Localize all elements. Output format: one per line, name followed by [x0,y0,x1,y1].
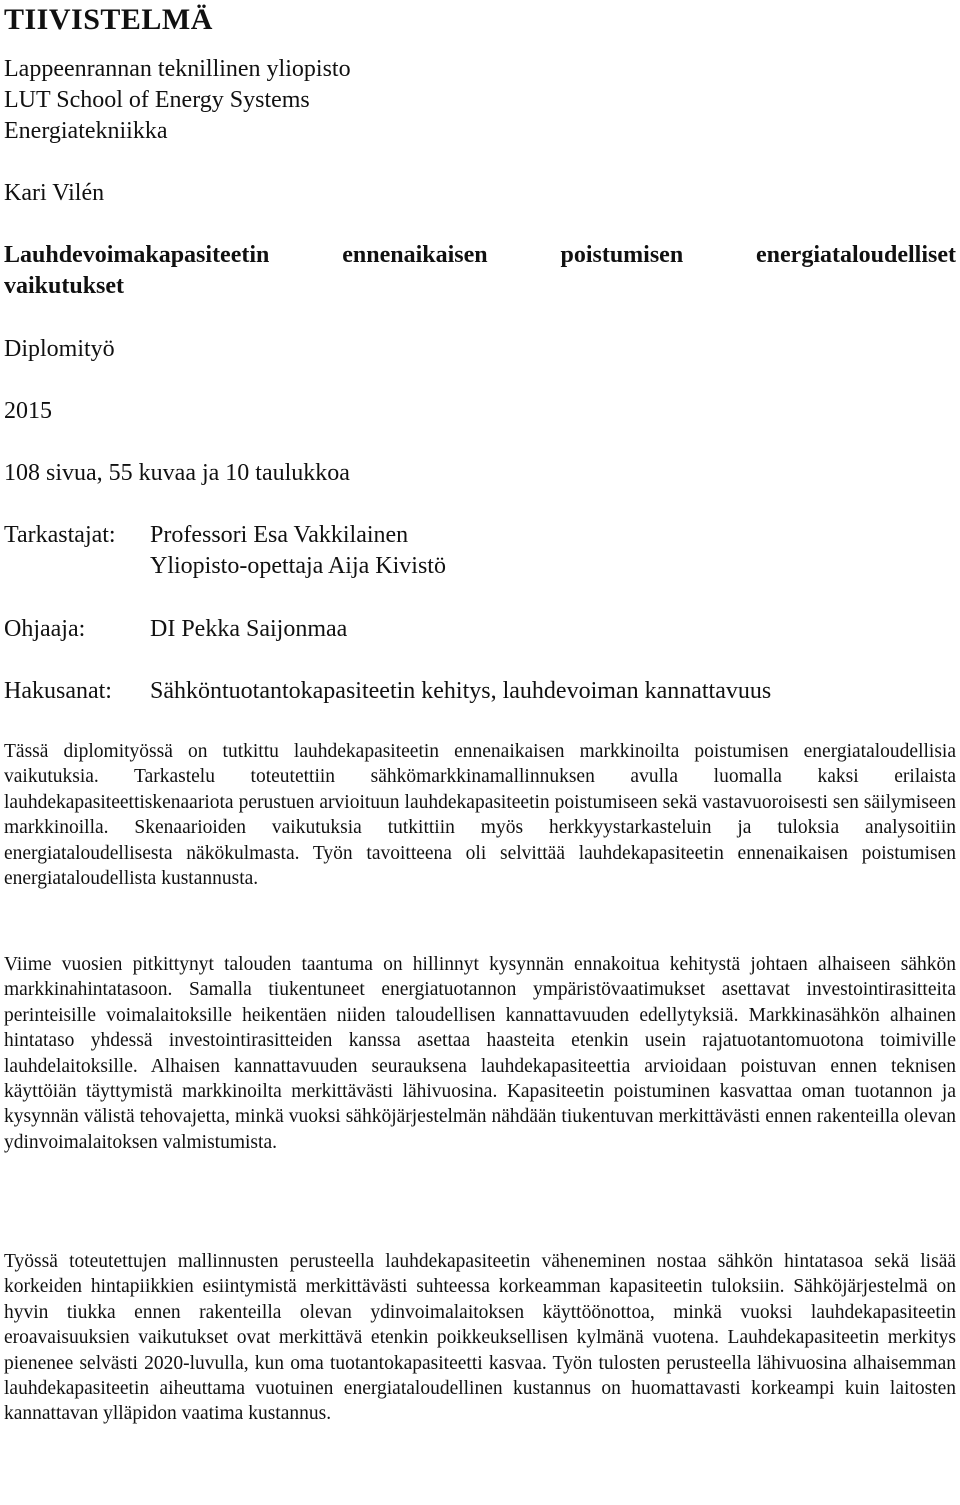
examiner-name: Yliopisto-opettaja Aija Kivistö [150,553,446,579]
thesis-title-line-2: vaikutukset [4,273,125,299]
supervisor-label: Ohjaaja: [4,616,86,642]
keywords-value: Sähköntuotantokapasiteetin kehitys, lauhdevoiman kannattavuus [150,678,772,704]
page-heading: TIIVISTELMÄ [4,3,213,36]
thesis-title-word: Lauhdevoimakapasiteetin [4,242,270,268]
examiners-label: Tarkastajat: [4,522,116,548]
abstract-paragraph: Viime vuosien pitkittynyt talouden taantuma on hillinnyt kysynnän ennakoitua kehitystä johtaen alhaiseen sähkön markkinahintatasoon. Samalla tiukentuneet energiatuotannon ympäristövaatimukset asettavat investointirasitteita perinteisille voimalaitoksille heikentäen niiden taloudellisen kannattavuuden edellytyksiä. Markkinasähkön alhainen hintataso yhdessä investointirasitteiden kanssa asettaa haasteita etenkin usein rajatuotantomuotona toimiville lauhdelaitoksille. Alhaisen kannattavuuden seurauksena lauhdekapasiteettia arvioidaan poistuvan ennen teknisen käyttöiän täyttymistä markkinoilta merkittävästi lähivuosina. Kapasiteetin poistuminen kasvattaa oman tuotannon ja kysynnän välistä tehovajetta, minkä vuoksi sähköjärjestelmän nähdään tiukentuvan merkittävästi ennen rakenteilla olevan ydinvoimalaitoksen valmistumista. [4,954,956,1153]
supervisor-name: DI Pekka Saijonmaa [150,616,348,642]
abstract-paragraph: Työssä toteutettujen mallinnusten perusteella lauhdekapasiteetin väheneminen nostaa sähkön hintatasoa sekä lisää korkeiden hintapiikkien esiintymistä merkittävästi suhteessa korkeamman kapasiteetin tuloksiin. Sähköjärjestelmä on hyvin tiukka ennen rakenteilla olevan ydinvoimalaitoksen käyttöönottoa, minkä vuoksi lauhdekapasiteetin eroavaisuuksien vaikutukset ovat merkittävä etenkin poikkeuksellisen kylmänä vuotena. Lauhdekapasiteetin merkitys pienenee selvästi 2020-luvulla, kun oma tuotantokapasiteetti kasvaa. Työn tulosten perusteella lähivuosina alhaisemman lauhdekapasiteetin aiheuttama vuotuinen energiataloudellinen kustannus on huomattavasti korkeampi kuin laitosten kannattavan ylläpidon vaatima kustannus. [4,1251,956,1425]
thesis-title-word: ennenaikaisen [342,242,488,268]
thesis-title-line-1 [4,240,956,271]
abstract-paragraph: Tässä diplomityössä on tutkittu lauhdekapasiteetin ennenaikaisen markkinoilta poistumisen energiataloudellisia vaikutuksia. Tarkastelu toteutettiin sähkömarkkinamallinnuksen avulla luomalla kaksi erilaista lauhdekapasiteettiskenaariota perustuen arvioituun lauhdekapasiteetin poistumiseen sekä vastavuoroisesti sen säilymiseen markkinoilla. Skenaarioiden vaikutuksia tutkittiin myös herkkyystarkasteluin ja tuloksia analysoitiin energiataloudellisesta näkökulmasta. Työn tavoitteena oli selvittää lauhdekapasiteetin ennenaikaisen poistumisen energiataloudellista kustannusta. [4,741,956,890]
thesis-title-word: poistumisen [560,242,684,268]
thesis-title [4,240,956,302]
thesis-title-word: energiataloudelliset [756,242,956,268]
author-name: Kari Vilén [4,180,105,206]
school-name: LUT School of Energy Systems [4,87,310,113]
department-name: Energiatekniikka [4,118,168,144]
university-name: Lappeenrannan teknillinen yliopisto [4,56,351,82]
thesis-year: 2015 [4,398,52,424]
page-info: 108 sivua, 55 kuvaa ja 10 taulukkoa [4,460,350,486]
examiner-name: Professori Esa Vakkilainen [150,522,409,548]
keywords-label: Hakusanat: [4,678,112,704]
thesis-type: Diplomityö [4,336,115,362]
